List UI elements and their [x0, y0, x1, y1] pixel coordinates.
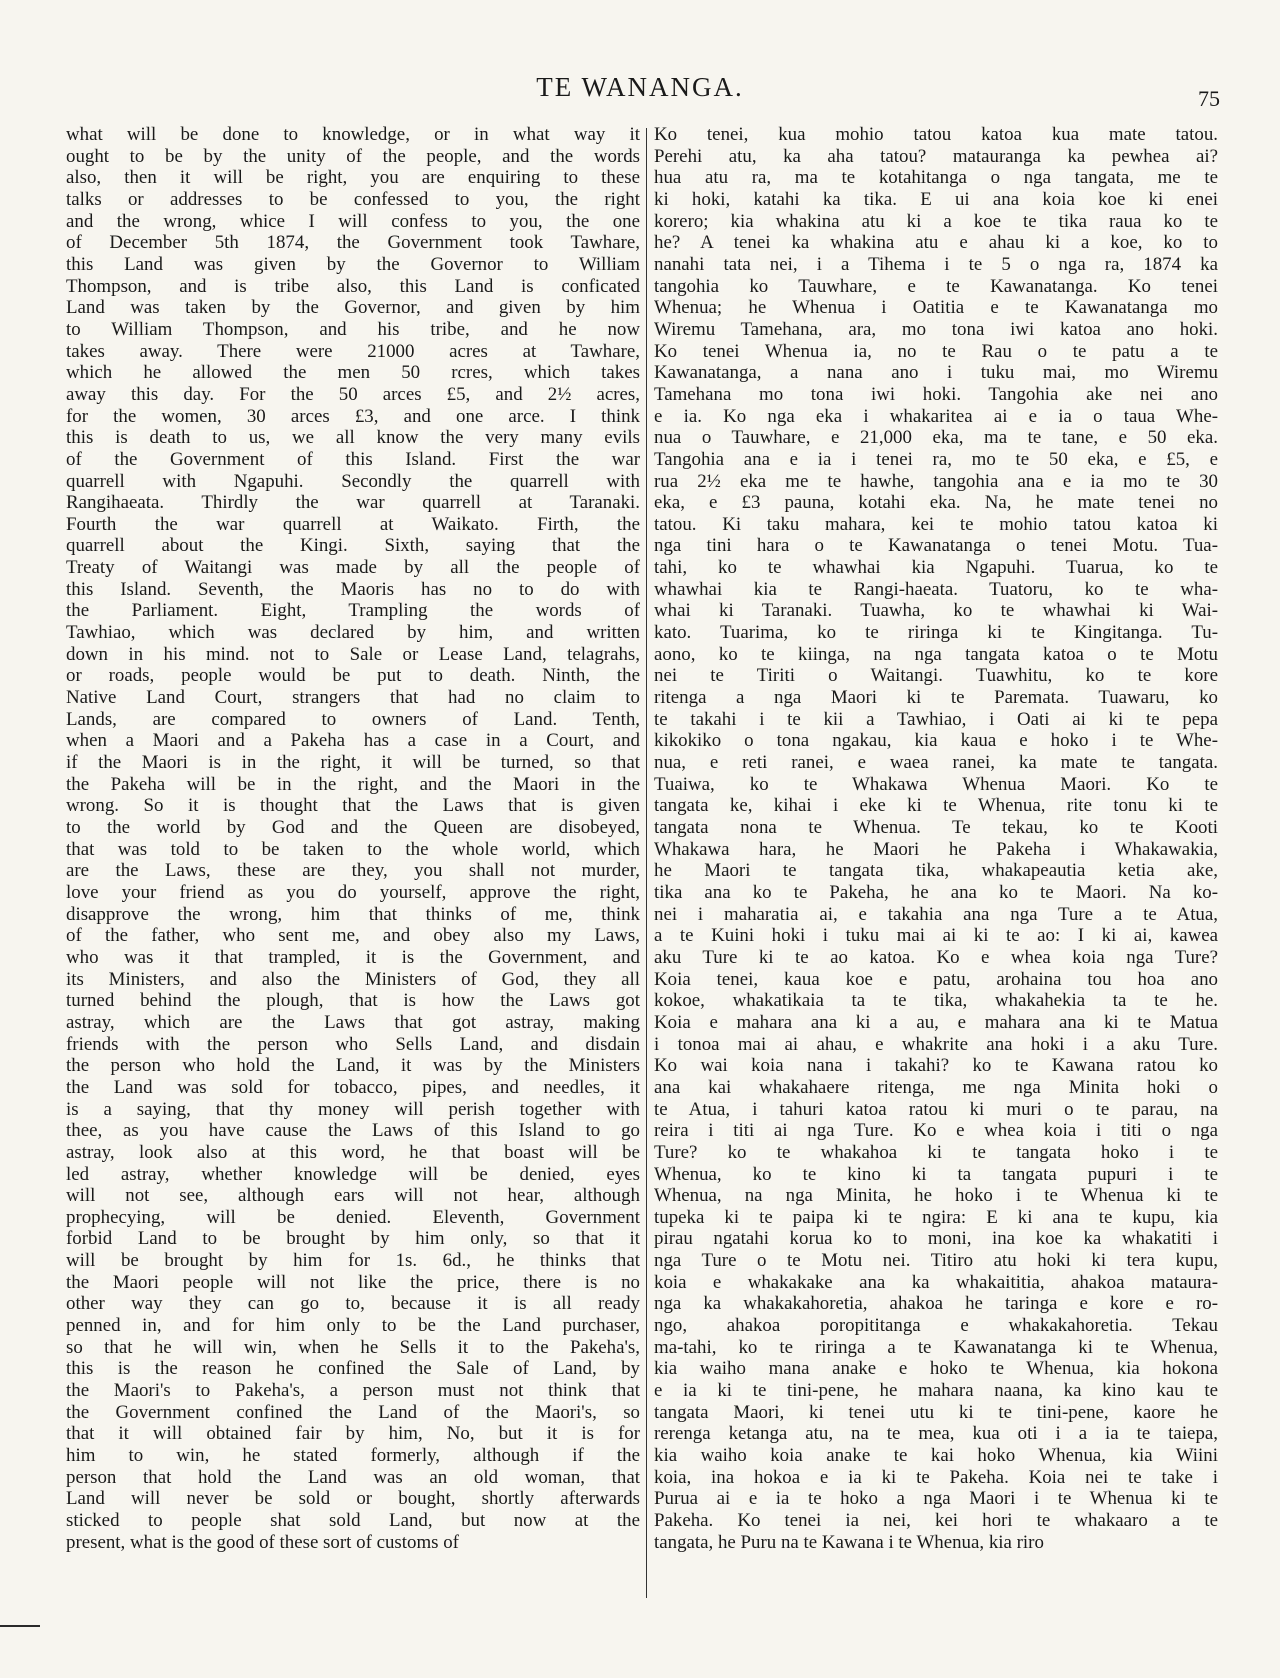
text-line: Koia tenei, kaua koe e patu, arohaina tou hoa ano [654, 968, 1218, 990]
text-line: Pakeha. Ko tenei ia nei, kei hori te whakaaro a te [654, 1510, 1218, 1531]
text-line: talks or addresses to be confessed to you, the right [66, 188, 640, 210]
text-line: when a Maori and a Pakeha has a case in a Court, and [66, 730, 640, 752]
text-line: ritenga a nga Maori ki te Paremata. Tuawaru, ko [654, 687, 1218, 709]
text-line: the Parliament. Eight, Trampling the words of [66, 600, 640, 622]
text-line: its Ministers, and also the Ministers of God, they all [66, 968, 640, 990]
text-line: Land was taken by the Governor, and given by him [66, 297, 640, 319]
text-line: kikokiko o tona ngakau, kia kaua e hoko i te Whe- [654, 730, 1218, 752]
text-line: tahi, ko te whawhai kia Ngapuhi. Tuarua, ko te [654, 557, 1218, 579]
text-line: rerenga ketanga atu, na te mea, kua oti i a ia te taiepa, [654, 1423, 1218, 1445]
text-line: the Government confined the Land of the Maori's, so [66, 1401, 640, 1423]
text-line: the Maori people will not like the price, there is no [66, 1271, 640, 1293]
text-line: will be brought by him for 1s. 6d., he thinks that [66, 1250, 640, 1272]
text-line: hua atu ra, ma te kotahitanga o nga tangata, me te [654, 167, 1218, 189]
text-line: quarrell about the Kingi. Sixth, saying that the [66, 535, 640, 557]
text-line: Rangihaeata. Thirdly the war quarrell at Taranaki. [66, 492, 640, 514]
text-line: the person who hold the Land, it was by the Ministers [66, 1055, 640, 1077]
text-line: this is death to us, we all know the very many evils [66, 427, 640, 449]
text-line: nanahi tata nei, i a Tihema i te 5 o nga ra, 1874 ka [654, 253, 1218, 275]
text-line: he Maori te tangata tika, whakapeautia ketia ake, [654, 860, 1218, 882]
text-line: koia e whakakake ana ka whakaititia, ahakoa mataura- [654, 1271, 1218, 1293]
text-line: friends with the person who Sells Land, and disdain [66, 1033, 640, 1055]
text-line: down in his mind. not to Sale or Lease Land, telagrahs, [66, 643, 640, 665]
text-line: if the Maori is in the right, it will be turned, so that [66, 752, 640, 774]
text-line: tangata ke, kihai i eke ki te Whenua, rite tonu ki te [654, 795, 1218, 817]
text-line: Ko tenei Whenua ia, no te Rau o te patu a te [654, 340, 1218, 362]
text-line: nga tini hara o te Kawanatanga o tenei Motu. Tua- [654, 535, 1218, 557]
text-line: also, then it will be right, you are enquiring to these [66, 167, 640, 189]
text-line: kato. Tuarima, ko te riringa ki te Kingitanga. Tu- [654, 622, 1218, 644]
text-line: quarrell with Ngapuhi. Secondly the quarrell with [66, 470, 640, 492]
text-line: which he allowed the men 50 rcres, which takes [66, 362, 640, 384]
text-line: e ia ki te tini-pene, he mahara naana, ka kino kau te [654, 1380, 1218, 1402]
text-line: the Maori's to Pakeha's, a person must not think that [66, 1380, 640, 1402]
text-columns [66, 124, 1218, 1624]
text-line: what will be done to knowledge, or in what way it [66, 124, 640, 145]
text-line: prophecying, will be denied. Eleventh, Government [66, 1206, 640, 1228]
text-line: i tonoa mai ai ahau, e whakrite ana hoki i a aku Ture. [654, 1033, 1218, 1055]
page-number: 75 [1198, 86, 1220, 111]
text-line: tatou. Ki taku mahara, kei te mohio tatou katoa ki [654, 513, 1218, 535]
text-line: present, what is the good of these sort of customs of [66, 1531, 459, 1553]
text-line: Tawhiao, which was declared by him, and written [66, 622, 640, 644]
text-line: whawhai kia te Rangi-haeata. Tuatoru, ko te wha- [654, 578, 1218, 600]
text-line: he? A tenei ka whakina atu e ahau ki a koe, ko to [654, 232, 1218, 254]
text-line: led astray, whether knowledge will be denied, eyes [66, 1163, 640, 1185]
text-line: ought to be by the unity of the people, and the words [66, 145, 640, 167]
column-divider [646, 128, 647, 1598]
text-line: him to win, he stated formerly, although if the [66, 1445, 640, 1467]
text-line: Lands, are compared to owners of Land. Tenth, [66, 708, 640, 730]
text-line: forbid Land to be brought by him only, so that it [66, 1228, 640, 1250]
text-line: Fourth the war quarrell at Waikato. Firth, the [66, 513, 640, 535]
english-column [66, 124, 640, 1624]
text-line: Whenua, na nga Minita, he hoko i te Whenua ki te [654, 1185, 1218, 1207]
text-line: nei i maharatia ai, e takahia ana nga Ture a te Atua, [654, 903, 1218, 925]
text-line: that it will obtained fair by him, No, but it is for [66, 1423, 640, 1445]
text-line: nei te Tiriti o Waitangi. Tuawhitu, ko te kore [654, 665, 1218, 687]
text-line: nua o Tauwhare, e 21,000 eka, ma te tane, e 50 eka. [654, 427, 1218, 449]
text-line: this Land was given by the Governor to William [66, 253, 640, 275]
text-line: so that he will win, when he Sells it to the Pakeha's, [66, 1336, 640, 1358]
text-line: Treaty of Waitangi was made by all the people of [66, 557, 640, 579]
text-line: te Atua, i tahuri katoa ratou ki muri o te parau, na [654, 1098, 1218, 1120]
text-line: koia, ina hokoa e ia ki te Pakeha. Koia nei te take i [654, 1466, 1218, 1488]
text-line: this Island. Seventh, the Maoris has no to do with [66, 578, 640, 600]
text-line: for the women, 30 arces £3, and one arce. I think [66, 405, 640, 427]
text-line: Whakawa hara, he Maori he Pakeha i Whakawakia, [654, 838, 1218, 860]
text-line: tangohia ko Tauwhare, e te Kawanatanga. Ko tenei [654, 275, 1218, 297]
text-line: Purua ai e ia te hoko a nga Maori i te Whenua ki te [654, 1488, 1218, 1510]
text-line: is a saying, that thy money will perish together with [66, 1098, 640, 1120]
text-line: wrong. So it is thought that the Laws that is given [66, 795, 640, 817]
text-line: are the Laws, these are they, you shall not murder, [66, 860, 640, 882]
text-line: aono, ko te kiinga, na nga tangata katoa o te Motu [654, 643, 1218, 665]
text-line: nua, e reti ranei, e waea ranei, ka mate te tangata. [654, 752, 1218, 774]
text-line: the Land was sold for tobacco, pipes, and needles, it [66, 1076, 640, 1098]
text-line: ngo, ahakoa poropititanga e whakakahoretia. Tekau [654, 1315, 1218, 1337]
text-line: Tamehana mo tona iwi hoki. Tangohia ake nei ano [654, 383, 1218, 405]
text-line: to William Thompson, and his tribe, and he now [66, 318, 640, 340]
text-line: Whenua, ko te kino ki ta tangata pupuri i te [654, 1163, 1218, 1185]
text-line: Native Land Court, strangers that had no claim to [66, 687, 640, 709]
text-line: astray, look also at this word, he that boast will be [66, 1141, 640, 1163]
text-line: penned in, and for him only to be the Land purchaser, [66, 1315, 640, 1337]
text-line: kia waiho mana anake e hoko te Whenua, kia hokona [654, 1358, 1218, 1380]
text-line: to the world by God and the Queen are disobeyed, [66, 817, 640, 838]
maori-column [654, 124, 1218, 1624]
text-line: Tuaiwa, ko te Whakawa Whenua Maori. Ko te [654, 773, 1218, 795]
text-line: reira i titi ai nga Ture. Ko e whea koia i titi o nga [654, 1120, 1218, 1142]
text-line: tangata nona te Whenua. Te tekau, ko te Kooti [654, 817, 1218, 838]
text-line: Tangohia ana e ia i tenei ra, mo te 50 eka, e £5, e [654, 448, 1218, 470]
text-line: ana kai whakahaere ritenga, me nga Minita hoki o [654, 1076, 1218, 1098]
text-line: away this day. For the 50 arces £5, and 2½ acres, [66, 383, 640, 405]
text-line: ki hoki, katahi ka tika. E ui ana koia koe ki enei [654, 188, 1218, 210]
page-title: TE WANANGA. [536, 72, 744, 102]
text-line: that was told to be taken to the whole world, which [66, 838, 640, 860]
text-line: love your friend as you do yourself, approve the right, [66, 881, 640, 903]
text-line: sticked to people shat sold Land, but now at the [66, 1510, 640, 1531]
text-line: Kawanatanga, a nana ano i tuku mai, mo Wiremu [654, 362, 1218, 384]
text-line: e ia. Ko nga eka i whakaritea ai e ia o taua Whe- [654, 405, 1218, 427]
text-line: will not see, although ears will not hear, although [66, 1185, 640, 1207]
text-line: Wiremu Tamehana, ara, mo tona iwi katoa ano hoki. [654, 318, 1218, 340]
text-line: Ture? ko te whakahoa ki te tangata hoko i te [654, 1141, 1218, 1163]
text-line: Koia e mahara ana ki a au, e mahara ana ki te Matua [654, 1011, 1218, 1033]
text-line: Ko tenei, kua mohio tatou katoa kua mate tatou. [654, 124, 1218, 145]
text-line: of the Government of this Island. First the war [66, 448, 640, 470]
text-line: takes away. There were 21000 acres at Tawhare, [66, 340, 640, 362]
text-line: pirau ngatahi korua ko to moni, ina koe ka whakatiti i [654, 1228, 1218, 1250]
text-line: of the father, who sent me, and obey also my Laws, [66, 925, 640, 947]
text-line: tangata Maori, ki tenei utu ki te tini-pene, kaore he [654, 1401, 1218, 1423]
text-line: Thompson, and is tribe also, this Land is conficated [66, 275, 640, 297]
text-line: rua 2½ eka me te hawhe, tangohia ana e ia mo te 30 [654, 470, 1218, 492]
text-line: the Pakeha will be in the right, and the Maori in the [66, 773, 640, 795]
text-line: who was it that trampled, it is the Government, and [66, 946, 640, 968]
text-line: whai ki Taranaki. Tuawha, ko te whawhai ki Wai- [654, 600, 1218, 622]
text-line: nga Ture o te Motu nei. Titiro atu hoki ki tera kupu, [654, 1250, 1218, 1272]
text-line: or roads, people would be put to death. Ninth, the [66, 665, 640, 687]
margin-mark [0, 1625, 40, 1627]
text-line: kokoe, whakatikaia ta te tika, whakahekia ta te he. [654, 990, 1218, 1012]
text-line: tupeka ki te paipa ki te ngira: E ki ana te kupu, kia [654, 1206, 1218, 1228]
text-line: Land will never be sold or bought, shortly afterwards [66, 1488, 640, 1510]
text-line: person that hold the Land was an old woman, that [66, 1466, 640, 1488]
text-line: thee, as you have cause the Laws of this Island to go [66, 1120, 640, 1142]
text-line: aku Ture ki te ao katoa. Ko e whea koia nga Ture? [654, 946, 1218, 968]
text-line: Perehi atu, ka aha tatou? matauranga ka pewhea ai? [654, 145, 1218, 167]
text-line: astray, which are the Laws that got astray, making [66, 1011, 640, 1033]
text-line: Whenua; he Whenua i Oatitia e te Kawanatanga mo [654, 297, 1218, 319]
text-line: of December 5th 1874, the Government took Tawhare, [66, 232, 640, 254]
text-line: korero; kia whakina atu ki a koe te tika raua ko te [654, 210, 1218, 232]
text-line: te takahi i te kii a Tawhiao, i Oati ai ki te pepa [654, 708, 1218, 730]
text-line: other way they can go to, because it is all ready [66, 1293, 640, 1315]
text-line: tika ana ko te Pakeha, he ana ko te Maori. Na ko- [654, 881, 1218, 903]
text-line: Ko wai koia nana i takahi? ko te Kawana ratou ko [654, 1055, 1218, 1077]
text-line: turned behind the plough, that is how the Laws got [66, 990, 640, 1012]
text-line: tangata, he Puru na te Kawana i te Whenua, kia riro [654, 1531, 1044, 1553]
text-line: a te Kuini hoki i tuku mai ai ki te ao: I ki ai, kawea [654, 925, 1218, 947]
text-line: this is the reason he confined the Sale of Land, by [66, 1358, 640, 1380]
text-line: nga ka whakakahoretia, ahakoa he taringa e kore e ro- [654, 1293, 1218, 1315]
text-line: eka, e £3 pauna, kotahi eka. Na, he mate tenei no [654, 492, 1218, 514]
text-line: kia waiho koia anake te kai hoko Whenua, kia Wiini [654, 1445, 1218, 1467]
text-line: and the wrong, whice I will confess to you, the one [66, 210, 640, 232]
text-line: ma-tahi, ko te riringa a te Kawanatanga ki te Whenua, [654, 1336, 1218, 1358]
text-line: disapprove the wrong, him that thinks of me, think [66, 903, 640, 925]
